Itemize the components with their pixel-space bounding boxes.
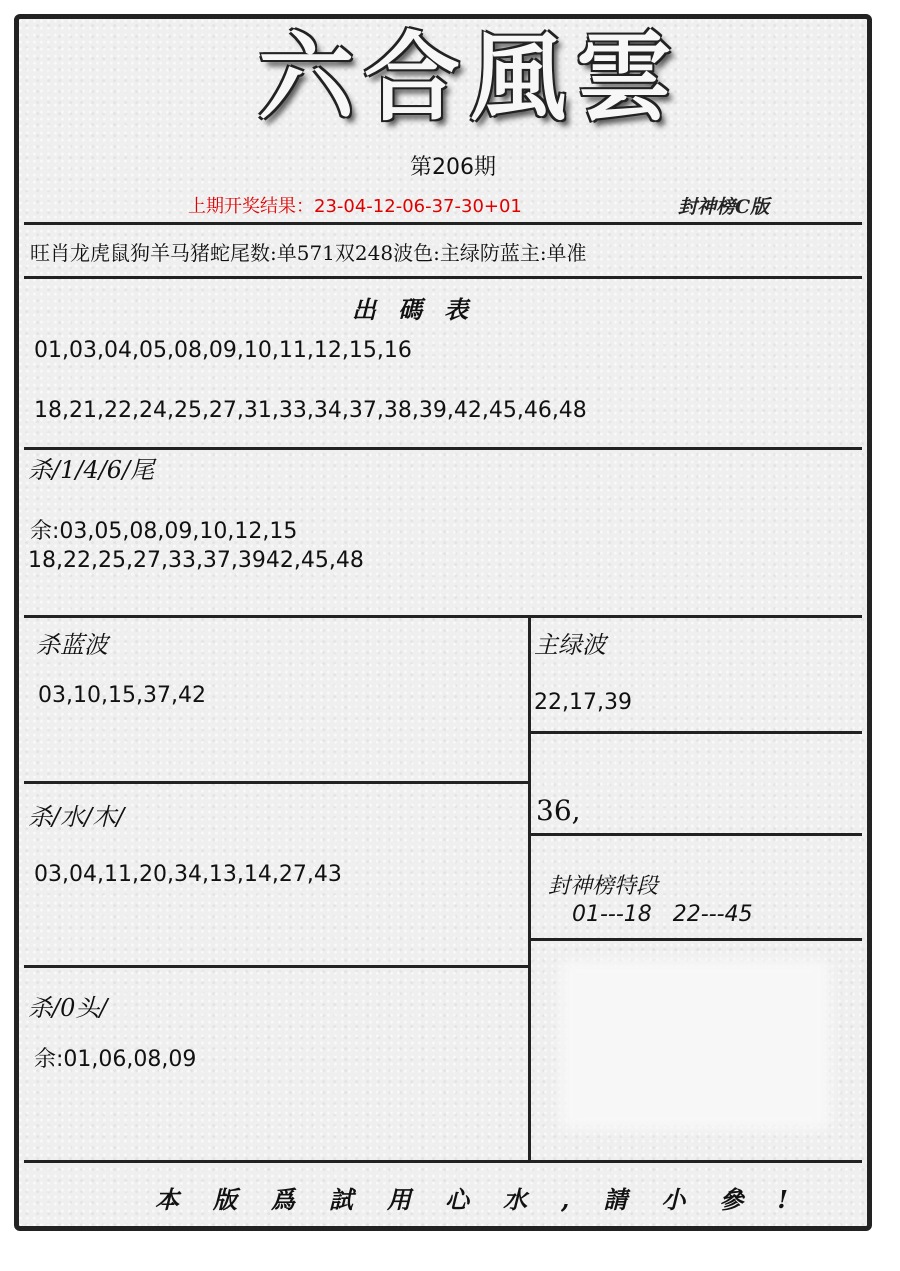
kill-tail-remaining-1: 余:03,05,08,09,10,12,15 [30,519,298,544]
kill-blue-heading: 杀蓝波 [36,631,108,659]
divider-left-2 [24,965,531,968]
divider-tail [24,615,862,618]
divider-left-1 [24,781,531,784]
kill-head-remaining: 余:01,06,08,09 [34,1047,197,1072]
divider-right-3 [531,938,862,941]
main-green-numbers: 22,17,39 [534,690,632,715]
kill-tail-heading: 杀/1/4/6/尾 [28,456,155,484]
divider-footer [24,1160,862,1163]
draw-row-1: 01,03,04,05,08,09,10,11,12,15,16 [34,338,412,363]
special-range-values: 01---18 22---45 [572,902,753,927]
main-green-heading: 主绿波 [534,631,606,659]
kill-element-heading: 杀/水/木/ [28,803,125,831]
kill-element-numbers: 03,04,11,20,34,13,14,27,43 [34,862,342,887]
kill-blue-numbers: 03,10,15,37,42 [38,683,206,708]
divider-right-1 [531,731,862,734]
divider-header [24,222,862,225]
page-title: 六合風雲 [258,21,682,134]
special-range-heading: 封神榜特段 [548,874,659,899]
footer-note: 本版爲試用心水,請小參! [155,1185,822,1214]
divider-column [528,615,531,1161]
draw-row-2: 18,21,22,24,25,27,31,33,34,37,38,39,42,45,46,48 [34,398,587,423]
issue-number: 第206期 [410,155,496,180]
kill-tail-remaining-2: 18,22,25,27,33,37,3942,45,48 [28,548,364,573]
last-result: 上期开奖结果：23-04-12-06-37-30+01 [188,196,522,217]
draw-table-title: 出碼表 [352,295,490,324]
edition-label: 封神榜C版 [678,196,770,218]
kill-head-heading: 杀/0头/ [28,994,108,1022]
divider-right-2 [531,833,862,836]
info-line: 旺肖龙虎鼠狗羊马猪蛇尾数:单571双248波色:主绿防蓝主:单准 [30,241,587,265]
divider-info [24,276,862,279]
blurred-region [560,960,830,1130]
single-value: 36, [536,794,581,827]
